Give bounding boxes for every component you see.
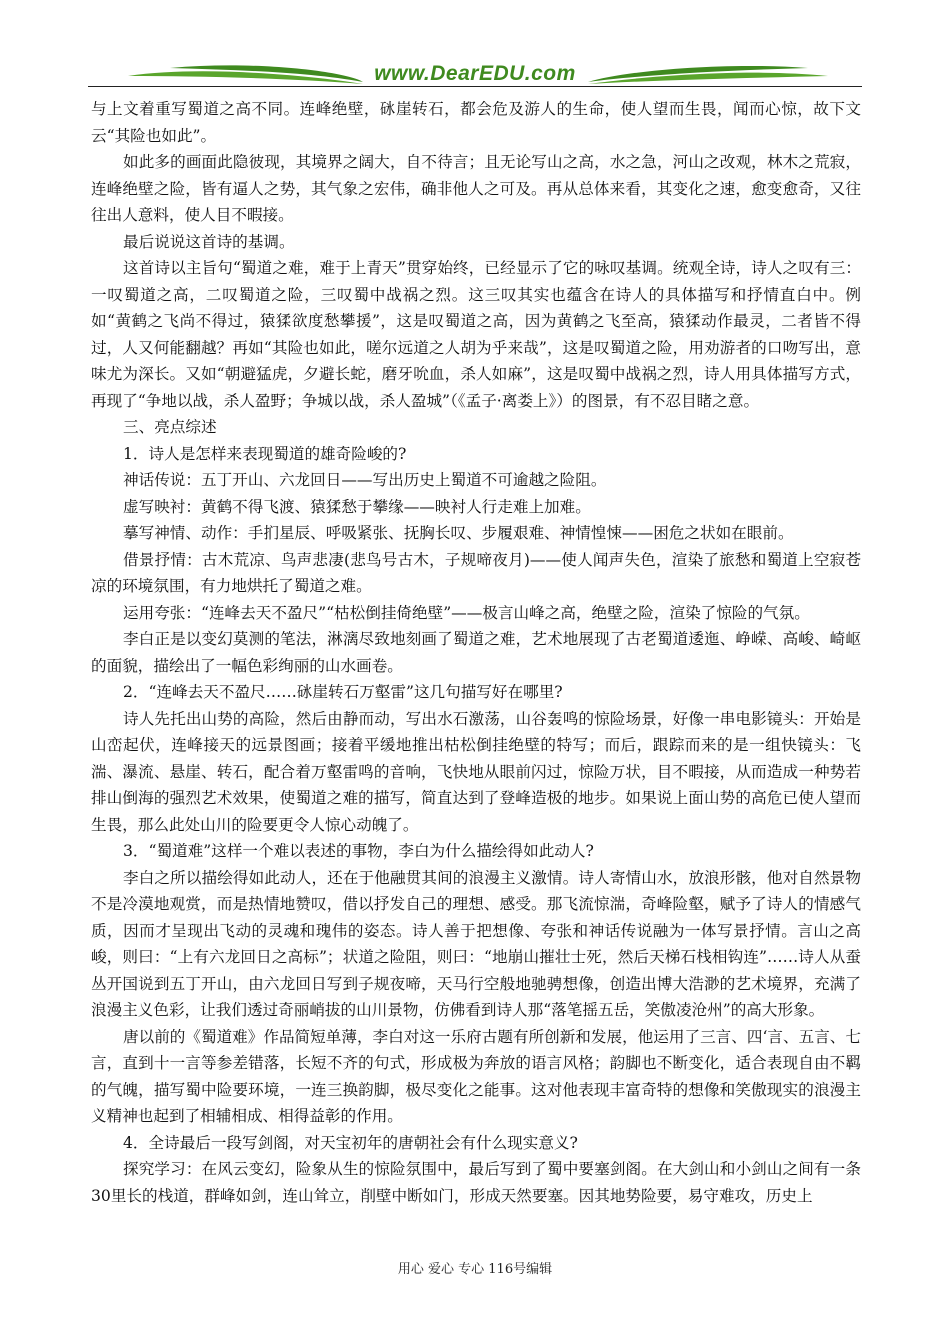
body-paragraph: 1．诗人是怎样来表现蜀道的雄奇险峻的?	[123, 444, 407, 463]
body-paragraph: 唐以前的《蜀道难》作品简短单薄，李白对这一乐府古题有所创新和发展，他运用了三言、四‘言、五言、七言，直到十一言等参差错落，长短不齐的句式，形成极为奔放的语言风格；韵脚也不断变化，适合表现自由不羁的气魄，描写蜀中险要环境，一连三换韵脚，极尽变化之能事。这对他表现丰富奇特的想像和笑傲现实的浪漫主义精神也起到了相辅相成、相得益彰的作用。	[91, 1027, 861, 1125]
body-paragraph: 这首诗以主旨句“蜀道之难，难于上青天”贯穿始终，已经显示了它的咏叹基调。统观全诗，诗人之叹有三：一叹蜀道之高，二叹蜀道之险，三叹蜀中战祸之烈。这三叹其实也蕴含在诗人的具体描写和抒情直白中。例如“黄鹤之飞尚不得过，猿猱欲度愁攀援”，这是叹蜀道之高，因为黄鹤之飞至高，猿猱动作最灵，二者皆不得过，人又何能翻越？再如“其险也如此，嗟尔远道之人胡为乎来哉”，这是叹蜀道之险，用劝游者的口吻写出，意味尤为深长。又如“朝避猛虎，夕避长蛇，磨牙吮血，杀人如麻”，这是叹蜀中战祸之烈，诗人用具体描写方式，再现了“争地以战，杀人盈野；争城以战，杀人盈城”（《孟子·离娄上》）的图景，有不忍目睹之意。	[91, 259, 861, 410]
body-paragraph: 虚写映衬：黄鹤不得飞渡、猿猱愁于攀缘——映衬人行走难上加难。	[123, 497, 591, 516]
body-paragraph: 如此多的画面此隐彼现，其境界之阔大，自不待言；且无论写山之高，水之急，河山之改观，林木之荒寂，连峰绝壁之险，皆有逼人之势，其气象之宏伟，确非他人之可及。再从总体来看，其变化之速，愈变愈奇，又往往出人意料，使人目不暇接。	[91, 153, 861, 224]
body-paragraph: 李白正是以变幻莫测的笔法，淋漓尽致地刻画了蜀道之难，艺术地展现了古老蜀道逶迤、峥嵘、高峻、崎岖的面貌，描绘出了一幅色彩绚丽的山水画卷。	[91, 630, 861, 675]
site-logo-text[interactable]: www.DearEDU.com	[374, 62, 576, 85]
body-paragraph: 诗人先托出山势的高险，然后由静而动，写出水石激荡，山谷轰鸣的惊险场景，好像一串电影镜头：开始是山峦起伏，连峰接天的远景图画；接着平缓地推出枯松倒挂绝壁的特写；而后，跟踪而来的是一组快镜头：飞湍、瀑流、悬崖、转石，配合着万壑雷鸣的音响，飞快地从眼前闪过，惊险万状，目不暇接，从而造成一种势若排山倒海的强烈艺术效果，使蜀道之难的描写，简直达到了登峰造极的地步。如果说上面山势的高危已使人望而生畏，那么此处山川的险要更令人惊心动魄了。	[91, 709, 861, 834]
body-paragraph: 三、亮点综述	[123, 418, 217, 436]
body-paragraph: 最后说说这首诗的基调。	[123, 232, 295, 251]
body-paragraph: 运用夸张：“连峰去天不盈尺”“枯松倒挂倚绝壁”——极言山峰之高，绝壁之险，渲染了惊险的气氛。	[123, 603, 810, 622]
body-paragraph: 李白之所以描绘得如此动人，还在于他融贯其间的浪漫主义激情。诗人寄情山水，放浪形骸，他对自然景物不是冷漠地观赏，而是热情地赞叹，借以抒发自己的理想、感受。那飞流惊湍，奇峰险壑，赋予了诗人的情感气质，因而才呈现出飞动的灵魂和瑰伟的姿态。诗人善于把想像、夸张和神话传说融为一体写景抒情。言山之高峻，则曰：“上有六龙回日之高标”；状道之险阻，则曰：“地崩山摧壮士死，然后天梯石栈相钩连”……诗人从蚕丛开国说到五丁开山，由六龙回日写到子规夜啼，天马行空般地驰骋想像，创造出博大浩渺的艺术境界，充满了浪漫主义色彩，让我们透过奇丽峭拔的山川景物，仿佛看到诗人那“落笔摇五岳，笑傲凌沧州”的高大形象。	[91, 868, 861, 1019]
page-footer: 用心 爱心 专心 116号编辑	[397, 1262, 553, 1277]
body-paragraph: 2．“连峰去天不盈尺……砯崖转石万壑雷”这几句描写好在哪里?	[123, 683, 563, 701]
body-paragraph: 摹写神情、动作：手扪星辰、呼吸紧张、抚胸长叹、步履艰难、神情惶悚——困危之状如在眼前。	[123, 524, 794, 542]
body-paragraph: 探究学习：在风云变幻，险象从生的惊险氛围中，最后写到了蜀中要塞剑阁。在大剑山和小剑山之间有一条30里长的栈道，群峰如剑，连山耸立，削壁中断如门，形成天然要塞。因其地势险要，易守难攻，历史上	[91, 1160, 861, 1205]
body-paragraph: 与上文着重写蜀道之高不同。连峰绝壁，砯崖转石，都会危及游人的生命，使人望而生畏，闻而心惊，故下文云“其险也如此”。	[91, 100, 861, 145]
body-paragraph: 借景抒情：古木荒凉、鸟声悲凄(悲鸟号古木，子规啼夜月)——使人闻声失色，渲染了旅愁和蜀道上空寂苍凉的环境氛围，有力地烘托了蜀道之难。	[91, 550, 861, 595]
body-paragraph: 3．“蜀道难”这样一个难以表述的事物，李白为什么描绘得如此动人?	[123, 842, 594, 860]
document-body	[91, 96, 861, 1209]
page-header	[88, 58, 862, 100]
body-paragraph: 4．全诗最后一段写剑阁，对天宝初年的唐朝社会有什么现实意义?	[123, 1133, 578, 1152]
header-divider	[88, 86, 862, 87]
body-paragraph: 神话传说：五丁开山、六龙回日——写出历史上蜀道不可逾越之险阻。	[123, 471, 607, 489]
